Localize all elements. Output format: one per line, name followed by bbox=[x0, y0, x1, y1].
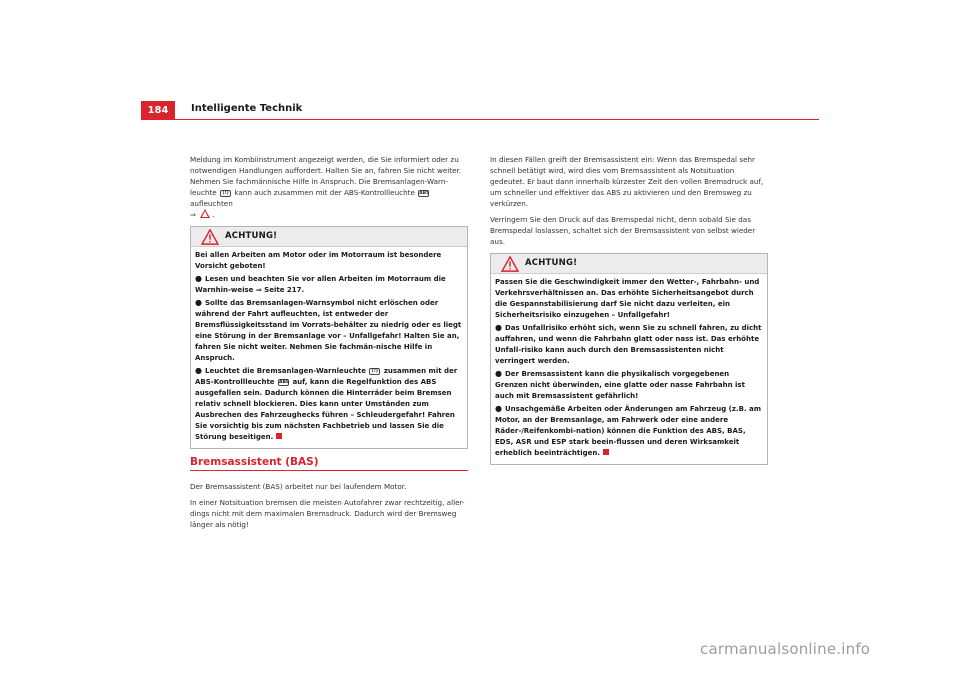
section-end-icon bbox=[276, 433, 282, 439]
warning-box-right bbox=[490, 253, 768, 465]
section-paragraph: Der Bremsassistent (BAS) arbeitet nur bei laufendem Motor. bbox=[190, 482, 407, 491]
page-title: Intelligente Technik bbox=[191, 103, 303, 114]
warning-bullet bbox=[195, 365, 463, 443]
brake-warning-icon: (!) bbox=[369, 368, 380, 375]
warning-header bbox=[491, 254, 767, 274]
warning-bullet-text: Der Bremsassistent kann die physikalisch vorgegebenen Grenzen nicht überwinden, eine glatte oder nasse Fahrbahn ist auch mit Bremsassistent gefährlich! bbox=[495, 370, 745, 400]
warning-title: ACHTUNG! bbox=[225, 231, 278, 241]
warning-bullet bbox=[495, 403, 763, 459]
abs-icon: ABS bbox=[279, 379, 290, 385]
warning-bullet bbox=[195, 297, 463, 364]
page-reference-link[interactable]: Lesen und beachten Sie vor allen Arbeiten im Motorraum die Warnhin-weise ⇒ Seite 217. bbox=[195, 275, 446, 294]
intro-text-2: kann auch zusammen mit der ABS-Kontrollleuchte bbox=[234, 188, 415, 197]
intro-paragraph: Meldung im Kombiinstrument angezeigt werden, die Sie informiert oder zu notwendigen Handlungen auffordert. Halten Sie an, fahren Sie nicht weiter. Nehmen Sie fachmännische Hilfe in Anspruch. Die Bremsanlagen-Warn-leuchte (!) kann auch zusammen mit der ABS-Kontrollleuchte ABS aufleuchten ⇒ . bbox=[190, 155, 462, 219]
warning-triangle-icon[interactable] bbox=[200, 209, 210, 218]
section-title: Bremsassistent (BAS) bbox=[190, 457, 468, 471]
footer-watermark[interactable]: carmanualsonline.info bbox=[700, 640, 871, 658]
warning-lead: Bei allen Arbeiten am Motor oder im Motorraum ist besondere Vorsicht geboten! bbox=[195, 251, 442, 270]
warning-body bbox=[491, 274, 767, 464]
page-number: 184 bbox=[141, 101, 175, 119]
warning-triangle-icon bbox=[201, 229, 219, 245]
bullet-icon: ● bbox=[495, 369, 502, 378]
section-paragraph: In einer Notsituation bremsen die meisten Autofahrer zwar rechtzeitig, aller-dings nicht mit dem maximalen Bremsdruck. Dadurch wird der Bremsweg länger als nötig! bbox=[190, 498, 465, 529]
warning-bullet-text: auf, kann die Regelfunktion des ABS ausgefallen sein. Dadurch können die Hinterräder beim Bremsen relativ schnell blockieren. Dies kann unter Umständen zum Ausbrechen des Fahrzeughecks führen – Schleudergefahr! Fahren Sie vorsichtig bis zum nächsten Fachbetrieb und lassen Sie die Störung beseitigen. bbox=[195, 378, 455, 441]
bullet-icon: ● bbox=[195, 274, 202, 283]
warning-header bbox=[191, 227, 467, 247]
warning-bullet-text: zusammen mit der ABS-Kontrollleuchte bbox=[195, 367, 458, 386]
warning-box-left bbox=[190, 226, 468, 449]
intro-text-1: Meldung im Kombiinstrument angezeigt werden, die Sie informiert oder zu notwendigen Handlungen auffordert. Halten Sie an, fahren Sie nicht weiter. Nehmen Sie fachmännische Hilfe in Anspruch. Die Bremsanlagen-Warn-leuchte bbox=[190, 155, 462, 197]
left-column bbox=[190, 154, 468, 535]
bullet-icon: ● bbox=[195, 366, 202, 375]
warning-bullet-text: Leuchtet die Bremsanlagen-Warnleuchte bbox=[205, 367, 366, 375]
warning-bullet-text: Sollte das Bremsanlagen-Warnsymbol nicht erlöschen oder während der Fahrt aufleuchten, ist entweder der Bremsflüssigkeitsstand im Vorrats-behälter zu niedrig oder es liegt eine Störung in der Bremsanlage vor – Unfallgefahr! Halten Sie an, fahren Sie nicht weiter. Nehmen Sie fachmän-nische Hilfe in Anspruch. bbox=[195, 299, 462, 362]
warning-bullet-text: Das Unfallrisiko erhöht sich, wenn Sie zu schnell fahren, zu dicht auffahren, und wenn die Fahrbahn glatt oder nass ist. Das erhöhte Unfall-risiko kann auch durch den Bremsassistenten nicht verringert werden. bbox=[495, 324, 762, 365]
intro-arrow: ⇒ bbox=[190, 210, 197, 219]
warning-body bbox=[191, 247, 467, 448]
brake-warning-icon: (!) bbox=[220, 190, 231, 197]
section-end-icon bbox=[603, 449, 609, 455]
header-rule bbox=[141, 119, 819, 120]
right-paragraph: Verringern Sie den Druck auf das Bremspedal nicht, denn sobald Sie das Bremspedal loslassen, schaltet sich der Bremsassistent von selbst wieder aus. bbox=[490, 215, 756, 246]
warning-lead: Passen Sie die Geschwindigkeit immer den Wetter-, Fahrbahn- und Verkehrsverhältnissen an. Das erhöhte Sicherheitsangebot durch die Gespannstabilisierung darf Sie nicht dazu verleiten, ein Sicherheitsrisiko einzugehen – Unfallgefahr! bbox=[495, 278, 760, 319]
warning-bullet bbox=[495, 368, 763, 402]
intro-text-3: aufleuchten bbox=[190, 199, 233, 208]
bullet-icon: ● bbox=[495, 404, 502, 413]
right-paragraph: In diesen Fällen greift der Bremsassistent ein: Wenn das Bremspedal sehr schnell betätigt wird, wird dies vom Bremsassistent als Notsituation gedeutet. Er baut dann innerhalb kürzester Zeit den vollen Bremsdruck auf, um schneller und effektiver das ABS zu aktivieren und den Bremsweg zu verkürzen. bbox=[490, 155, 764, 208]
right-column bbox=[490, 154, 768, 473]
bullet-icon: ● bbox=[195, 298, 202, 307]
warning-bullet bbox=[195, 273, 463, 296]
warning-triangle-icon bbox=[501, 256, 519, 272]
abs-icon: ABS bbox=[419, 190, 430, 196]
warning-bullet-text: Unsachgemäße Arbeiten oder Änderungen am Fahrzeug (z.B. am Motor, an der Bremsanlage, am Fahrwerk oder eine andere Räder-/Reifenkombi-nation) können die Funktion des ABS, BAS, EDS, ASR und ESP stark beein-flussen und deren Wirksamkeit erheblich beeinträchtigen. bbox=[495, 405, 762, 457]
warning-bullet bbox=[495, 322, 763, 367]
warning-title: ACHTUNG! bbox=[525, 258, 578, 268]
bullet-icon: ● bbox=[495, 323, 502, 332]
